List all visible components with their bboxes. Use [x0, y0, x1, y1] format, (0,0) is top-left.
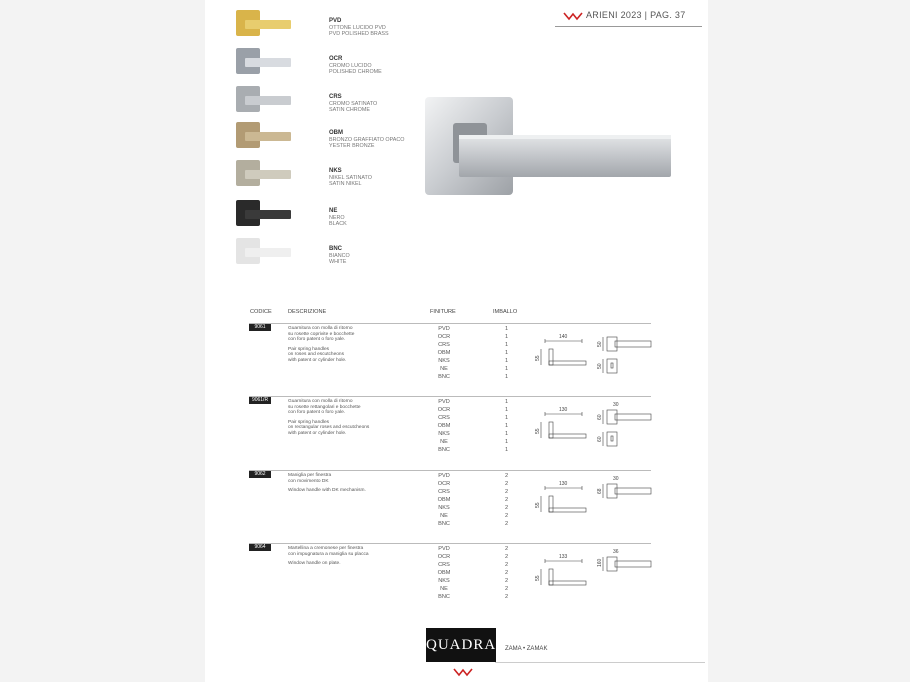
finish-code: OBM	[329, 130, 343, 136]
product-photo-handle	[423, 95, 673, 205]
finish-code-cell: CRS	[438, 415, 450, 421]
dimension-label: 30	[613, 476, 619, 482]
technical-drawing	[535, 476, 655, 538]
finish-code-cell: NKS	[438, 431, 450, 437]
finish-code-cell: BNC	[438, 374, 450, 380]
packaging-cell: 1	[505, 415, 509, 421]
finish-code-cell: NE	[440, 439, 448, 445]
packaging-cell: 1	[505, 334, 509, 340]
packaging-cell: 1	[505, 358, 509, 364]
dimension-label: 30	[613, 402, 619, 408]
finish-code: PVD	[329, 18, 342, 24]
header-rule	[555, 26, 702, 27]
packaging-cell: 2	[505, 594, 509, 600]
desc-it-line: Maniglia per finestra	[288, 473, 332, 478]
packaging-cell: 2	[505, 521, 509, 527]
dimension-label: 50	[597, 363, 603, 369]
desc-it-line: con foro patent o foro yale.	[288, 337, 346, 343]
finish-label	[329, 246, 350, 266]
table-row-divider	[249, 323, 651, 324]
finish-code: CRS	[329, 94, 342, 100]
packaging-cell: 2	[505, 578, 509, 584]
packaging-cell: 2	[505, 562, 509, 568]
dimension-label: 36	[613, 549, 619, 555]
technical-drawing	[535, 329, 655, 391]
finish-code: OCR	[329, 56, 343, 62]
desc-it-line: con foro patent o foro yale.	[288, 410, 346, 416]
swatch-lever	[245, 132, 291, 141]
finish-label	[329, 94, 377, 114]
finish-code: BNC	[329, 246, 342, 252]
dimension-label: 160	[597, 558, 603, 567]
swatch-lever	[245, 170, 291, 179]
packaging-cell: 2	[505, 473, 509, 479]
finish-label	[329, 18, 389, 38]
dimension-label: 55	[535, 575, 541, 581]
packaging-cell: 1	[505, 326, 509, 332]
finish-name-en: WHITE	[329, 259, 347, 266]
desc-en-line: Pair spring handles	[288, 346, 330, 352]
finish-code-cell: PVD	[438, 546, 450, 552]
dimension-label: 55	[535, 428, 541, 434]
product-code: 9064	[249, 544, 271, 551]
swatch-lever	[245, 210, 291, 219]
desc-en-line: with patent or cylinder hole.	[288, 357, 347, 363]
finish-code-cell: NKS	[438, 505, 450, 511]
swatch-lever	[245, 20, 291, 29]
desc-it-line: Guarnitura con molla di ritorno	[288, 326, 353, 331]
technical-drawing	[535, 549, 655, 611]
dimension-label: 133	[559, 554, 568, 560]
dimension-label: 55	[535, 355, 541, 361]
desc-en-line: Pair spring handles	[288, 419, 330, 425]
finish-name-en: PVD POLISHED BRASS	[329, 31, 389, 38]
swatch-lever	[245, 248, 291, 257]
finish-code-cell: OCR	[437, 334, 451, 340]
dimension-label: 140	[559, 334, 568, 340]
packaging-cell: 2	[505, 554, 509, 560]
packaging-cell: 1	[505, 350, 509, 356]
header-code: CODICE	[250, 309, 272, 315]
packaging-cell: 1	[505, 431, 509, 437]
finish-code-cell: OBM	[437, 570, 451, 576]
brand-logo-icon	[563, 11, 583, 21]
finish-name-it: BIANCO	[329, 252, 350, 259]
footer-rule	[495, 662, 705, 663]
dimension-label: 50	[597, 341, 603, 347]
packaging-cell: 1	[505, 407, 509, 413]
swatch-lever	[245, 96, 291, 105]
finish-code-cell: OBM	[437, 497, 451, 503]
packaging-cell: 1	[505, 399, 509, 405]
technical-drawing	[535, 402, 655, 464]
finish-code-cell: CRS	[438, 342, 450, 348]
desc-en-line: on roses and escutcheons	[288, 352, 345, 358]
packaging-cell: 1	[505, 342, 509, 348]
packaging-list	[505, 472, 508, 528]
finish-swatch	[233, 236, 291, 266]
packaging-cell: 2	[505, 497, 509, 503]
packaging-cell: 2	[505, 513, 509, 519]
finish-code-cell: NE	[440, 586, 448, 592]
dimension-label: 68	[597, 488, 603, 494]
finish-code-cell: CRS	[438, 562, 450, 568]
packaging-cell: 1	[505, 366, 509, 372]
desc-it-line: con impugnatura a maniglia su placca	[288, 551, 369, 557]
finish-name-en: BLACK	[329, 221, 347, 228]
catalog-page	[205, 0, 708, 682]
finish-list	[436, 472, 452, 528]
table-row-divider	[249, 470, 651, 471]
header-finishes: FINITURE	[430, 309, 456, 315]
finish-code-cell: BNC	[438, 521, 450, 527]
packaging-cell: 2	[505, 546, 509, 552]
finish-swatch	[233, 158, 291, 188]
packaging-cell: 2	[505, 481, 509, 487]
finish-name-it: CROMO LUCIDO	[329, 62, 372, 69]
finish-name-en: SATIN CHROME	[329, 107, 370, 114]
dimension-label: 60	[597, 436, 603, 442]
finish-name-it: BRONZO GRAFFIATO OPACO	[329, 136, 405, 143]
dimension-label: 130	[559, 407, 568, 413]
finish-swatch	[233, 84, 291, 114]
footer-logo-icon	[453, 667, 473, 677]
product-code: 9061	[249, 324, 271, 331]
desc-it-line: su rosette coprivite e bocchette	[288, 331, 355, 337]
dimension-label: 55	[535, 502, 541, 508]
finish-label	[329, 56, 382, 76]
dimension-label: 60	[597, 414, 603, 420]
packaging-cell: 1	[505, 447, 509, 453]
finish-list	[436, 325, 452, 381]
packaging-cell: 1	[505, 439, 509, 445]
finish-name-it: OTTONE LUCIDO PVD	[329, 24, 386, 31]
finish-label	[329, 208, 347, 228]
product-description	[288, 473, 408, 494]
finish-swatch	[233, 8, 291, 38]
finish-name-it: NIKEL SATINATO	[329, 174, 372, 181]
packaging-cell: 2	[505, 570, 509, 576]
packaging-cell: 2	[505, 586, 509, 592]
desc-it-line: su rosette rettangolari e bocchette	[288, 404, 361, 410]
finish-code-cell: BNC	[438, 447, 450, 453]
packaging-list	[505, 325, 508, 381]
finish-code-cell: NE	[440, 366, 448, 372]
desc-en-line: with patent or cylinder hole.	[288, 430, 347, 436]
finish-code-cell: PVD	[438, 473, 450, 479]
dimension-label: 130	[559, 481, 568, 487]
header-text: ARIENI 2023 | PAG. 37	[586, 10, 686, 20]
finish-code-cell: NE	[440, 513, 448, 519]
finish-code: NE	[329, 208, 338, 214]
finish-code-cell: OCR	[437, 481, 451, 487]
model-name: QUADRA	[426, 628, 496, 662]
packaging-list	[505, 545, 508, 601]
product-description	[288, 546, 408, 567]
finish-swatch	[233, 198, 291, 228]
material-label: ZAMA • ZAMAK	[505, 646, 548, 652]
finish-label	[329, 130, 404, 150]
desc-en-line: Window handle on plate.	[288, 561, 341, 567]
header-packaging: IMBALLO	[493, 309, 518, 315]
finish-code-cell: OCR	[437, 554, 451, 560]
finish-swatch	[233, 46, 291, 76]
finish-code-cell: NKS	[438, 358, 450, 364]
header-description: DESCRIZIONE	[288, 309, 327, 315]
finish-code-cell: NKS	[438, 578, 450, 584]
packaging-cell: 1	[505, 423, 509, 429]
swatch-lever	[245, 58, 291, 67]
finish-label	[329, 168, 372, 188]
page-header	[555, 8, 705, 28]
finish-swatch	[233, 120, 291, 150]
product-code: 9061/R	[249, 397, 271, 404]
finish-list	[436, 398, 452, 454]
desc-en-line: Window handle with DK mechanism.	[288, 488, 366, 494]
finish-code-cell: PVD	[438, 326, 450, 332]
table-row-divider	[249, 396, 651, 397]
desc-it-line: con movimento DK	[288, 478, 329, 484]
desc-en-line: on rectangular roses and escutcheons	[288, 425, 370, 431]
packaging-cell: 1	[505, 374, 509, 380]
product-code: 9062	[249, 471, 271, 478]
desc-it-line: Martellina a cremonese per finestra	[288, 546, 364, 551]
finish-code-cell: OBM	[437, 423, 451, 429]
desc-it-line: Guarnitura con molla di ritorno	[288, 399, 353, 404]
packaging-cell: 2	[505, 505, 509, 511]
product-description	[288, 399, 408, 437]
finish-code-cell: PVD	[438, 399, 450, 405]
packaging-list	[505, 398, 508, 454]
finish-code-cell: BNC	[438, 594, 450, 600]
finish-code: NKS	[329, 168, 342, 174]
finish-name-en: SATIN NIKEL	[329, 181, 362, 188]
finish-code-cell: CRS	[438, 489, 450, 495]
table-row-divider	[249, 543, 651, 544]
product-description	[288, 326, 408, 364]
finish-name-en: POLISHED CHROME	[329, 69, 382, 76]
finish-code-cell: OCR	[437, 407, 451, 413]
finish-name-it: NERO	[329, 214, 345, 221]
finish-code-cell: OBM	[437, 350, 451, 356]
finish-name-it: CROMO SATINATO	[329, 100, 378, 107]
packaging-cell: 2	[505, 489, 509, 495]
finish-name-en: YESTER BRONZE	[329, 143, 375, 150]
finish-list	[436, 545, 452, 601]
